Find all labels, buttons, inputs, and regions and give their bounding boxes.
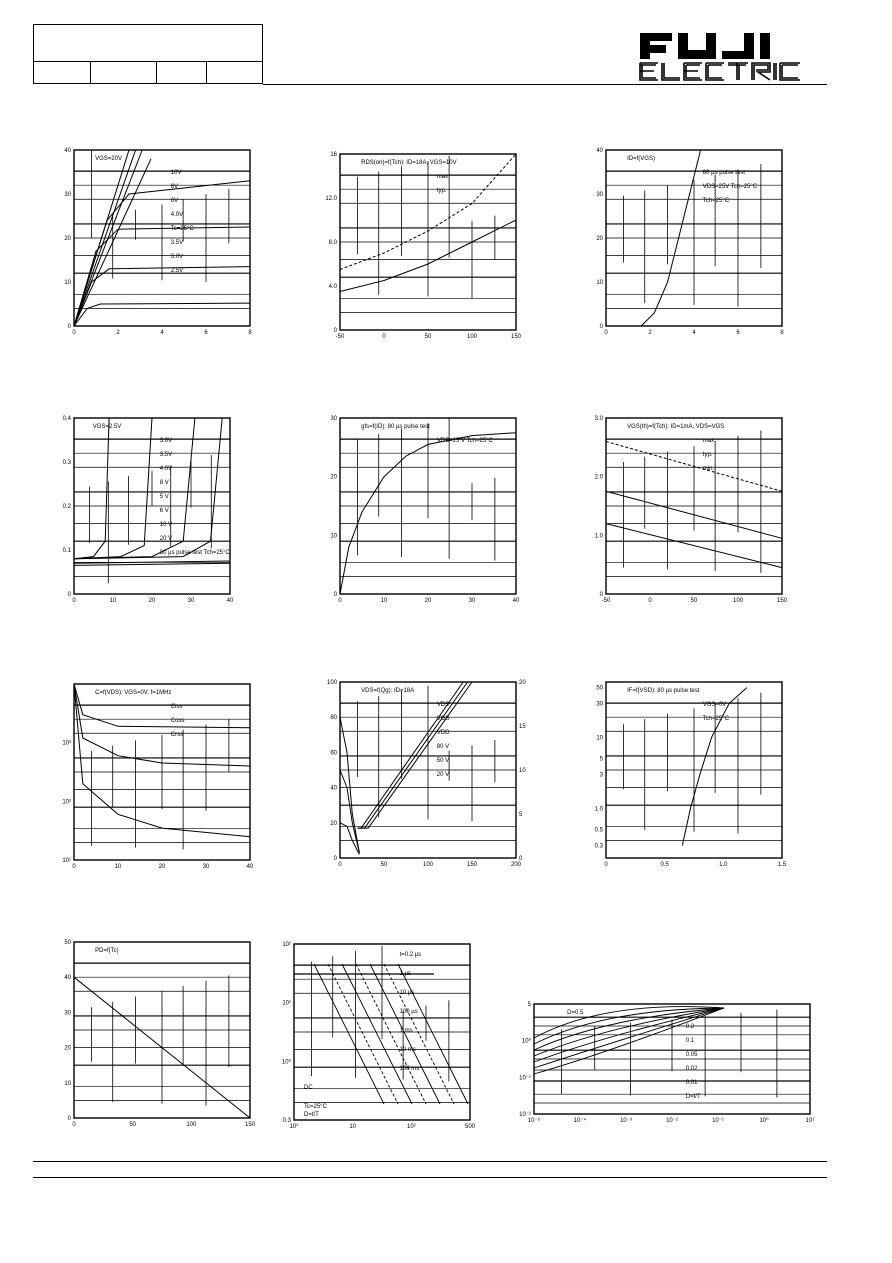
y-tick-label: 10	[330, 533, 337, 540]
y-tick-label: 0.3	[594, 843, 603, 850]
x-tick-label: 10²	[406, 1124, 416, 1130]
y-tick-label: 0	[333, 592, 337, 598]
x-tick-label: 0	[648, 598, 652, 604]
grid-lines	[606, 430, 782, 576]
x-tick-label: 4	[692, 330, 696, 336]
x-tick-label: 40	[246, 864, 254, 870]
y2-tick-label: 10	[519, 768, 526, 774]
x-tick-label: 30	[468, 598, 476, 604]
annotation-label: 3.5V	[159, 452, 173, 458]
x-tick-label: 6	[204, 330, 208, 336]
fuji-electric-logo	[636, 30, 828, 87]
annotation-label: Tc=25°C	[170, 226, 194, 232]
x-tick-label: 8	[780, 330, 784, 336]
chart-svg	[322, 678, 528, 874]
x-tick-label: 100	[732, 598, 744, 604]
y-tick-label: 20	[64, 236, 71, 242]
annotation-label: Crss	[170, 732, 184, 738]
y-tick-label: 20	[330, 474, 337, 481]
y2-tick-label: 15	[519, 724, 526, 730]
x-tick-label: 10	[114, 864, 122, 870]
annotation-label: D=t/T	[685, 1094, 701, 1100]
annotation-label: gfs=f(ID): 80 µs pulse test	[361, 424, 430, 430]
y-tick-label: 0.2	[62, 504, 71, 510]
annotation-label: Ciss	[170, 704, 183, 710]
y-tick-label: 0.3	[62, 460, 71, 466]
y-tick-label: 50	[596, 685, 603, 692]
x-tick-label: 0	[604, 862, 608, 868]
annotation-label: 8V	[170, 184, 179, 190]
y-tick-label: 40	[596, 148, 603, 154]
y-tick-label: 20	[330, 820, 337, 827]
annotation-label: 8 V	[159, 480, 169, 486]
chart-gate-charge	[322, 678, 528, 879]
y-tick-label: 60	[330, 750, 337, 757]
annotation-label: 80 µs pulse test Tch=25°C	[159, 550, 230, 556]
y-tick-label: 100	[326, 680, 337, 686]
y2-tick-label: 5	[519, 812, 523, 818]
chart-rds-on-vs-id	[56, 414, 242, 615]
annotation-label: 1 ms	[399, 1028, 413, 1034]
x-tick-label: 20	[148, 598, 156, 604]
annotation-label: VDS=25V Tch=25°C	[702, 184, 758, 190]
y2-tick-label: 0	[519, 856, 523, 862]
annotation-label: VDS=25 V Tch=25°C	[436, 438, 493, 444]
y-tick-label: 30	[64, 192, 71, 198]
x-tick-label: 50	[424, 334, 432, 340]
chart-svg	[588, 146, 794, 342]
footer-rule-bottom	[33, 1177, 827, 1178]
x-tick-label: 100	[186, 1122, 197, 1128]
y-tick-label: 10	[596, 280, 603, 286]
annotation-label: VGS	[436, 716, 450, 722]
x-tick-label: 6	[736, 330, 740, 336]
x-tick-label: 0	[382, 334, 386, 340]
y-tick-label: 0.1	[62, 548, 71, 554]
chart-transconductance-vs-id	[322, 414, 528, 615]
y-tick-label: 40	[330, 785, 337, 792]
annotation-label: max.	[436, 174, 450, 180]
chart-safe-operating-area	[276, 940, 482, 1141]
y-tick-label: 3	[599, 772, 603, 779]
y-tick-label: 0	[67, 324, 71, 330]
x-tick-label: 10¹	[805, 1118, 815, 1124]
chart-threshold-voltage-vs-temperature	[588, 414, 794, 615]
x-tick-label: 10	[380, 598, 388, 604]
annotation-label: 3.0V	[159, 438, 173, 444]
x-tick-label: 0	[338, 598, 342, 604]
y-tick-label: 10⁻²	[519, 1112, 531, 1118]
y-tick-label: 8.0	[328, 240, 337, 246]
y-tick-label: 30	[596, 701, 603, 708]
chart-drain-current-vs-vgs	[588, 146, 794, 347]
y-tick-label: 10¹	[282, 1000, 291, 1007]
x-tick-label: 1.5	[777, 862, 787, 868]
chart-svg	[56, 938, 262, 1134]
annotation-label: PD=f(Tc)	[95, 948, 119, 954]
grid-lines	[294, 946, 470, 1103]
annotation-label: 20 V	[159, 536, 173, 542]
y-tick-label: 80	[330, 715, 337, 722]
annotation-label: 4.0V	[159, 466, 173, 472]
y-tick-label: 10²	[282, 942, 291, 948]
series-line	[74, 303, 250, 326]
x-tick-label: 50	[690, 598, 698, 604]
header-info-box	[33, 24, 263, 84]
x-tick-label: 50	[380, 862, 388, 868]
y-tick-label: 16	[330, 152, 337, 158]
y-tick-label: 0	[599, 324, 603, 330]
annotation-label: 10V	[170, 170, 182, 176]
x-tick-label: 10⁰	[759, 1118, 769, 1124]
header-cell-1	[34, 61, 91, 83]
annotation-label: min.	[702, 466, 715, 472]
footer-rule-top	[33, 1161, 827, 1162]
y-tick-label: 0.4	[62, 416, 71, 422]
annotation-label: VDD	[436, 730, 450, 736]
y-tick-label: 30	[330, 416, 337, 422]
y-tick-label: 10	[596, 735, 603, 742]
x-tick-label: 10⁰	[289, 1124, 299, 1130]
chart-drain-current-vs-vds	[56, 146, 262, 347]
annotation-label: VGS=2.5V	[92, 424, 122, 430]
header-title-cell	[34, 25, 262, 62]
y-tick-label: 5	[599, 756, 603, 763]
grid-lines	[340, 686, 516, 841]
chart-svg	[56, 680, 262, 876]
x-tick-label: 200	[510, 862, 522, 868]
header-cell-3	[156, 61, 207, 83]
y-tick-label: 0.3	[282, 1118, 291, 1124]
y-tick-label: 0	[333, 856, 337, 862]
x-tick-label: 0	[338, 862, 342, 868]
x-tick-label: 50	[129, 1122, 137, 1128]
annotation-label: DC	[304, 1085, 313, 1091]
chart-svg	[588, 414, 794, 610]
annotation-label: 100 µs	[399, 1009, 418, 1015]
annotation-label: 0.2	[685, 1024, 695, 1030]
annotation-label: 1 µs	[399, 971, 412, 977]
y-tick-label: 10³	[62, 740, 71, 747]
annotation-label: RDS(on)=f(Tch): ID=18A, VGS=10V	[361, 160, 457, 166]
annotation-label: 80 µs pulse test	[702, 170, 745, 176]
y2-tick-label: 20	[519, 680, 526, 686]
x-tick-label: 10⁻²	[666, 1118, 678, 1124]
annotation-label: typ.	[702, 452, 713, 458]
y-tick-label: 30	[64, 1010, 71, 1017]
annotation-label: C=f(VDS): VGS=0V, f=1MHz	[95, 690, 172, 696]
x-tick-label: 10⁻¹	[712, 1118, 724, 1124]
series-line	[74, 159, 151, 326]
annotation-label: 6 V	[159, 508, 169, 514]
annotation-label: Tch=25°C	[702, 716, 730, 722]
annotation-label: Tc=25°C	[304, 1104, 327, 1110]
chart-diode-forward-current	[588, 678, 794, 879]
y-tick-label: 5	[527, 1002, 531, 1008]
annotation-label: 5 V	[159, 494, 169, 500]
chart-svg	[276, 940, 482, 1136]
chart-transient-thermal-impedance	[516, 1000, 822, 1135]
chart-svg	[516, 1000, 822, 1130]
y-tick-label: 0	[67, 1116, 71, 1122]
y-tick-label: 2.0	[594, 474, 603, 481]
annotation-label: 0.01	[685, 1080, 698, 1086]
annotation-label: ID=f(VGS)	[627, 156, 655, 162]
series-line	[358, 682, 472, 828]
x-tick-label: 20	[158, 864, 166, 870]
annotation-label: VGS(th)=f(Tch): ID=1mA, VDS=VGS	[627, 424, 725, 430]
annotation-label: 80 V	[436, 744, 450, 750]
x-tick-label: 500	[464, 1124, 476, 1130]
y-tick-label: 50	[64, 940, 71, 946]
annotation-label: 10 V	[159, 522, 173, 528]
grid-lines	[340, 156, 516, 313]
y-tick-label: 20	[596, 236, 603, 242]
x-tick-label: 2	[116, 330, 120, 336]
header-cell-2	[90, 61, 157, 83]
annotation-label: 3.0V	[170, 254, 184, 260]
chart-capacitance-vs-vds	[56, 680, 262, 881]
x-tick-label: 8	[248, 330, 252, 336]
x-tick-label: 0	[604, 330, 608, 336]
annotation-label: 6V	[170, 198, 179, 204]
annotation-label: 10 µs	[399, 990, 415, 996]
annotation-label: Tch=25°C	[702, 198, 730, 204]
annotation-label: 0.05	[685, 1052, 698, 1058]
x-tick-label: 10⁻⁵	[527, 1118, 541, 1124]
chart-svg	[322, 150, 528, 346]
chart-svg	[322, 414, 528, 610]
annotation-label: 2.5V	[170, 268, 184, 274]
y-tick-label: 10⁻¹	[519, 1075, 531, 1082]
annotation-label: VDS	[436, 702, 450, 708]
x-tick-label: 10	[109, 598, 117, 604]
annotation-label: 0.1	[685, 1038, 695, 1044]
y-tick-label: 0	[67, 592, 71, 598]
annotation-label: t=0.2 µs	[399, 952, 422, 958]
annotation-label: 20 V	[436, 772, 450, 778]
x-tick-label: 40	[512, 598, 520, 604]
annotation-label: VGS=20V	[95, 156, 122, 162]
annotation-label: Coss	[170, 718, 185, 724]
x-tick-label: 150	[776, 598, 788, 604]
grid-lines	[74, 150, 250, 308]
y-tick-label: 10²	[62, 799, 71, 806]
y-tick-label: 20	[64, 1045, 71, 1052]
y-tick-label: 3.0	[594, 416, 603, 422]
x-tick-label: 2	[648, 330, 652, 336]
x-tick-label: 30	[187, 598, 195, 604]
x-tick-label: 0	[72, 1122, 76, 1128]
y-tick-label: 12.0	[325, 196, 337, 202]
x-tick-label: -50	[335, 334, 345, 340]
series-line	[74, 563, 230, 565]
x-tick-label: 1.0	[719, 862, 728, 868]
grid-lines	[534, 1010, 810, 1104]
y-tick-label: 10¹	[62, 858, 71, 864]
x-tick-label: 150	[510, 334, 522, 340]
annotation-label: 4.0V	[170, 212, 184, 218]
chart-power-dissipation-vs-tc	[56, 938, 262, 1139]
x-tick-label: 10⁻⁴	[573, 1118, 587, 1124]
y-tick-label: 30	[596, 192, 603, 198]
y-tick-label: 10	[64, 1080, 71, 1087]
x-tick-label: 0.5	[660, 862, 669, 868]
chart-svg	[56, 146, 262, 342]
grid-lines	[606, 693, 782, 841]
x-tick-label: 100	[422, 862, 434, 868]
chart-svg	[588, 678, 794, 874]
y-tick-label: 10	[64, 280, 71, 286]
x-tick-label: 150	[466, 862, 478, 868]
x-tick-label: -50	[601, 598, 611, 604]
x-tick-label: 0	[72, 330, 76, 336]
annotation-label: D=t/T	[304, 1112, 319, 1118]
annotation-label: 0.02	[685, 1066, 698, 1072]
x-tick-label: 4	[160, 330, 164, 336]
annotation-label: max.	[702, 438, 716, 444]
grid-lines	[74, 963, 250, 1106]
x-tick-label: 10⁻³	[620, 1118, 632, 1124]
y-tick-label: 40	[64, 148, 71, 154]
y-tick-label: 10⁰	[281, 1059, 291, 1066]
x-tick-label: 30	[202, 864, 210, 870]
annotation-label: 100 ms	[399, 1066, 420, 1072]
x-tick-label: 150	[244, 1122, 256, 1128]
y-tick-label: 1.0	[594, 806, 603, 813]
y-tick-label: 10⁰	[521, 1038, 531, 1045]
chart-on-resistance-vs-temperature	[322, 150, 528, 351]
y-tick-label: 0	[599, 592, 603, 598]
annotation-label: VGS=0V	[702, 702, 727, 708]
x-tick-label: 100	[466, 334, 478, 340]
x-tick-label: 40	[226, 598, 234, 604]
annotation-label: IF=f(VSD): 80 µs pulse test	[627, 688, 700, 694]
x-tick-label: 20	[424, 598, 432, 604]
soa-lines	[294, 964, 468, 1104]
series-line	[682, 688, 747, 846]
annotation-label: 10 ms	[399, 1047, 416, 1053]
y-tick-label: 1.0	[594, 533, 603, 540]
chart-svg	[56, 414, 242, 610]
annotation-label: 3.5V	[170, 240, 184, 246]
y-tick-label: 4.0	[328, 284, 337, 290]
x-tick-label: 10	[349, 1124, 357, 1130]
annotation-label: 50 V	[436, 758, 450, 764]
y-tick-label: 0	[333, 328, 337, 334]
annotation-label: VDS=f(Qg): ID=18A	[361, 688, 415, 694]
x-tick-label: 0	[72, 864, 76, 870]
annotation-label: typ.	[436, 188, 447, 194]
y-tick-label: 40	[64, 975, 71, 982]
x-tick-label: 0	[72, 598, 76, 604]
y-tick-label: 0.5	[594, 827, 603, 834]
annotation-label: D=0.5	[567, 1010, 584, 1016]
